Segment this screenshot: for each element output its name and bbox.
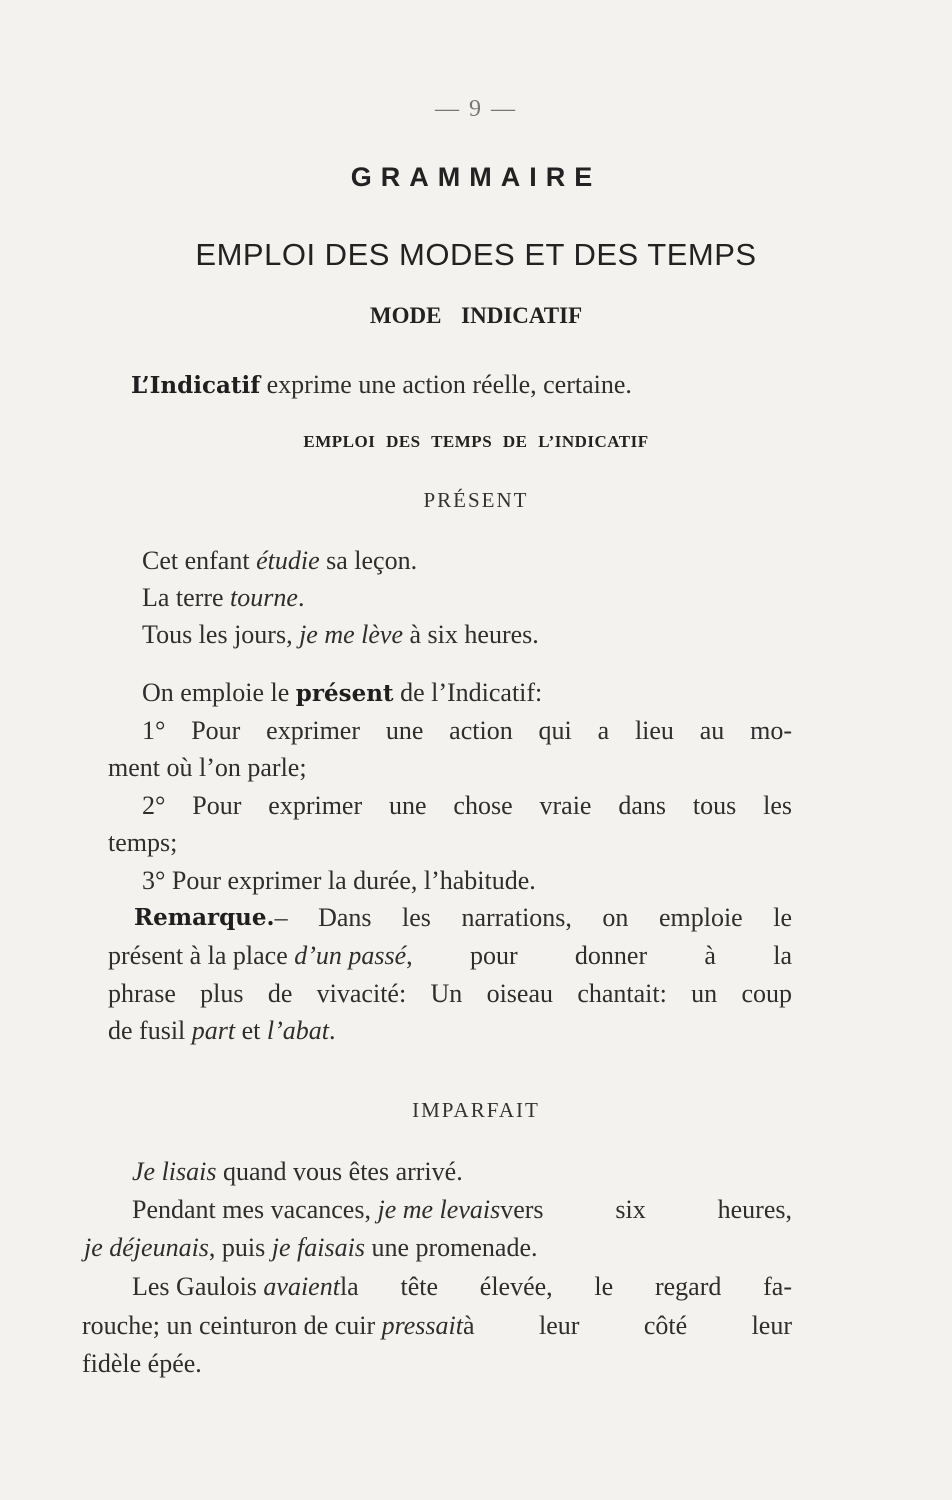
present-rule: [142, 678, 542, 709]
text-segment: .: [328, 1016, 336, 1045]
verb-italic: je faisais: [271, 1233, 365, 1262]
text-segment: et: [235, 1016, 267, 1045]
verb-italic: pressait: [381, 1311, 463, 1340]
imparfait-example-1: [132, 1157, 463, 1187]
text-segment: vers six heures,: [500, 1195, 792, 1224]
present-use-2-line-2: temps;: [108, 828, 178, 857]
text-segment: une promenade.: [364, 1233, 538, 1262]
text-segment: .: [297, 583, 305, 612]
intro-rest: exprime une action réelle, certaine.: [260, 370, 632, 399]
present-use-2-line-1: 2° Pour exprimer une chose vraie dans tous les: [142, 791, 792, 820]
text-segment: Cet enfant: [142, 546, 257, 575]
text-segment: rouche; un ceinturon de cuir: [82, 1311, 382, 1340]
text-segment: Tous les jours,: [142, 620, 300, 649]
present-use-3: 3° Pour exprimer la durée, l’habitude.: [142, 866, 536, 895]
present-example-1: [142, 546, 417, 576]
remark-line-1: [134, 903, 792, 933]
text-segment: , puis: [208, 1233, 272, 1262]
text-segment: On emploie le: [142, 678, 296, 707]
remark-label: Remarque.: [134, 904, 275, 931]
verb-italic: je me lève: [299, 620, 404, 649]
imparfait-heading: IMPARFAIT: [412, 1098, 540, 1122]
verb-italic: tourne: [230, 583, 298, 612]
verb-italic: Je lisais: [132, 1157, 217, 1186]
text-segment: à six heures.: [403, 620, 539, 649]
text-segment: à leur côté leur: [463, 1311, 792, 1340]
present-use-1-line-2: ment où l’on parle;: [108, 753, 307, 782]
verb-italic: avaient: [263, 1272, 340, 1301]
verb-italic: je déjeunais: [84, 1233, 209, 1262]
text-segment: de fusil: [108, 1016, 192, 1045]
text-segment: , pour donner à la: [406, 941, 792, 970]
chapter-subtitle: EMPLOI DES MODES ET DES TEMPS: [195, 237, 757, 272]
text-segment: Pendant mes vacances,: [132, 1195, 378, 1224]
imparfait-example-2-line-2: [84, 1233, 537, 1263]
imparfait-example-3-line-1: [132, 1272, 792, 1302]
present-example-2: [142, 583, 304, 613]
imparfait-example-3-line-2: [82, 1311, 792, 1341]
text-segment: La terre: [142, 583, 231, 612]
present-use-1-line-1: 1° Pour exprimer une action qui a lieu au mo-: [142, 716, 792, 745]
text-segment: présent à la place: [108, 941, 295, 970]
remark-line-4: [108, 1016, 335, 1046]
intro-term: L’Indicatif: [131, 372, 261, 399]
text-italic: part: [191, 1016, 236, 1045]
text-segment: la tête élevée, le regard fa-: [339, 1272, 792, 1301]
page-title: GRAMMAIRE: [350, 162, 602, 192]
imparfait-example-3-line-3: fidèle épée.: [82, 1349, 202, 1378]
subsection-title: EMPLOI DES TEMPS DE L’INDICATIF: [303, 432, 649, 451]
remark-line-3: phrase plus de vivacité: Un oiseau chantait: un coup: [108, 979, 792, 1008]
remark-line-2: [108, 941, 792, 971]
text-segment: sa leçon.: [319, 546, 418, 575]
imparfait-example-2-line-1: [132, 1195, 792, 1225]
section-title: MODE INDICATIF: [369, 303, 583, 328]
term-bold: présent: [295, 680, 394, 707]
page-number: — 9 —: [435, 96, 517, 122]
remark-line-1-text: – Dans les narrations, on emploie le: [274, 903, 792, 932]
present-example-3: [142, 620, 539, 650]
text-segment: de l’Indicatif:: [393, 678, 543, 707]
verb-italic: étudie: [256, 546, 320, 575]
text-segment: Les Gaulois: [132, 1272, 264, 1301]
present-heading: PRÉSENT: [423, 488, 529, 512]
text-segment: quand vous êtes arrivé.: [216, 1157, 463, 1186]
verb-italic: je me levais: [377, 1195, 501, 1224]
intro-sentence: [131, 370, 771, 401]
text-italic: l’abat: [266, 1016, 329, 1045]
text-italic: d’un passé: [294, 941, 407, 970]
